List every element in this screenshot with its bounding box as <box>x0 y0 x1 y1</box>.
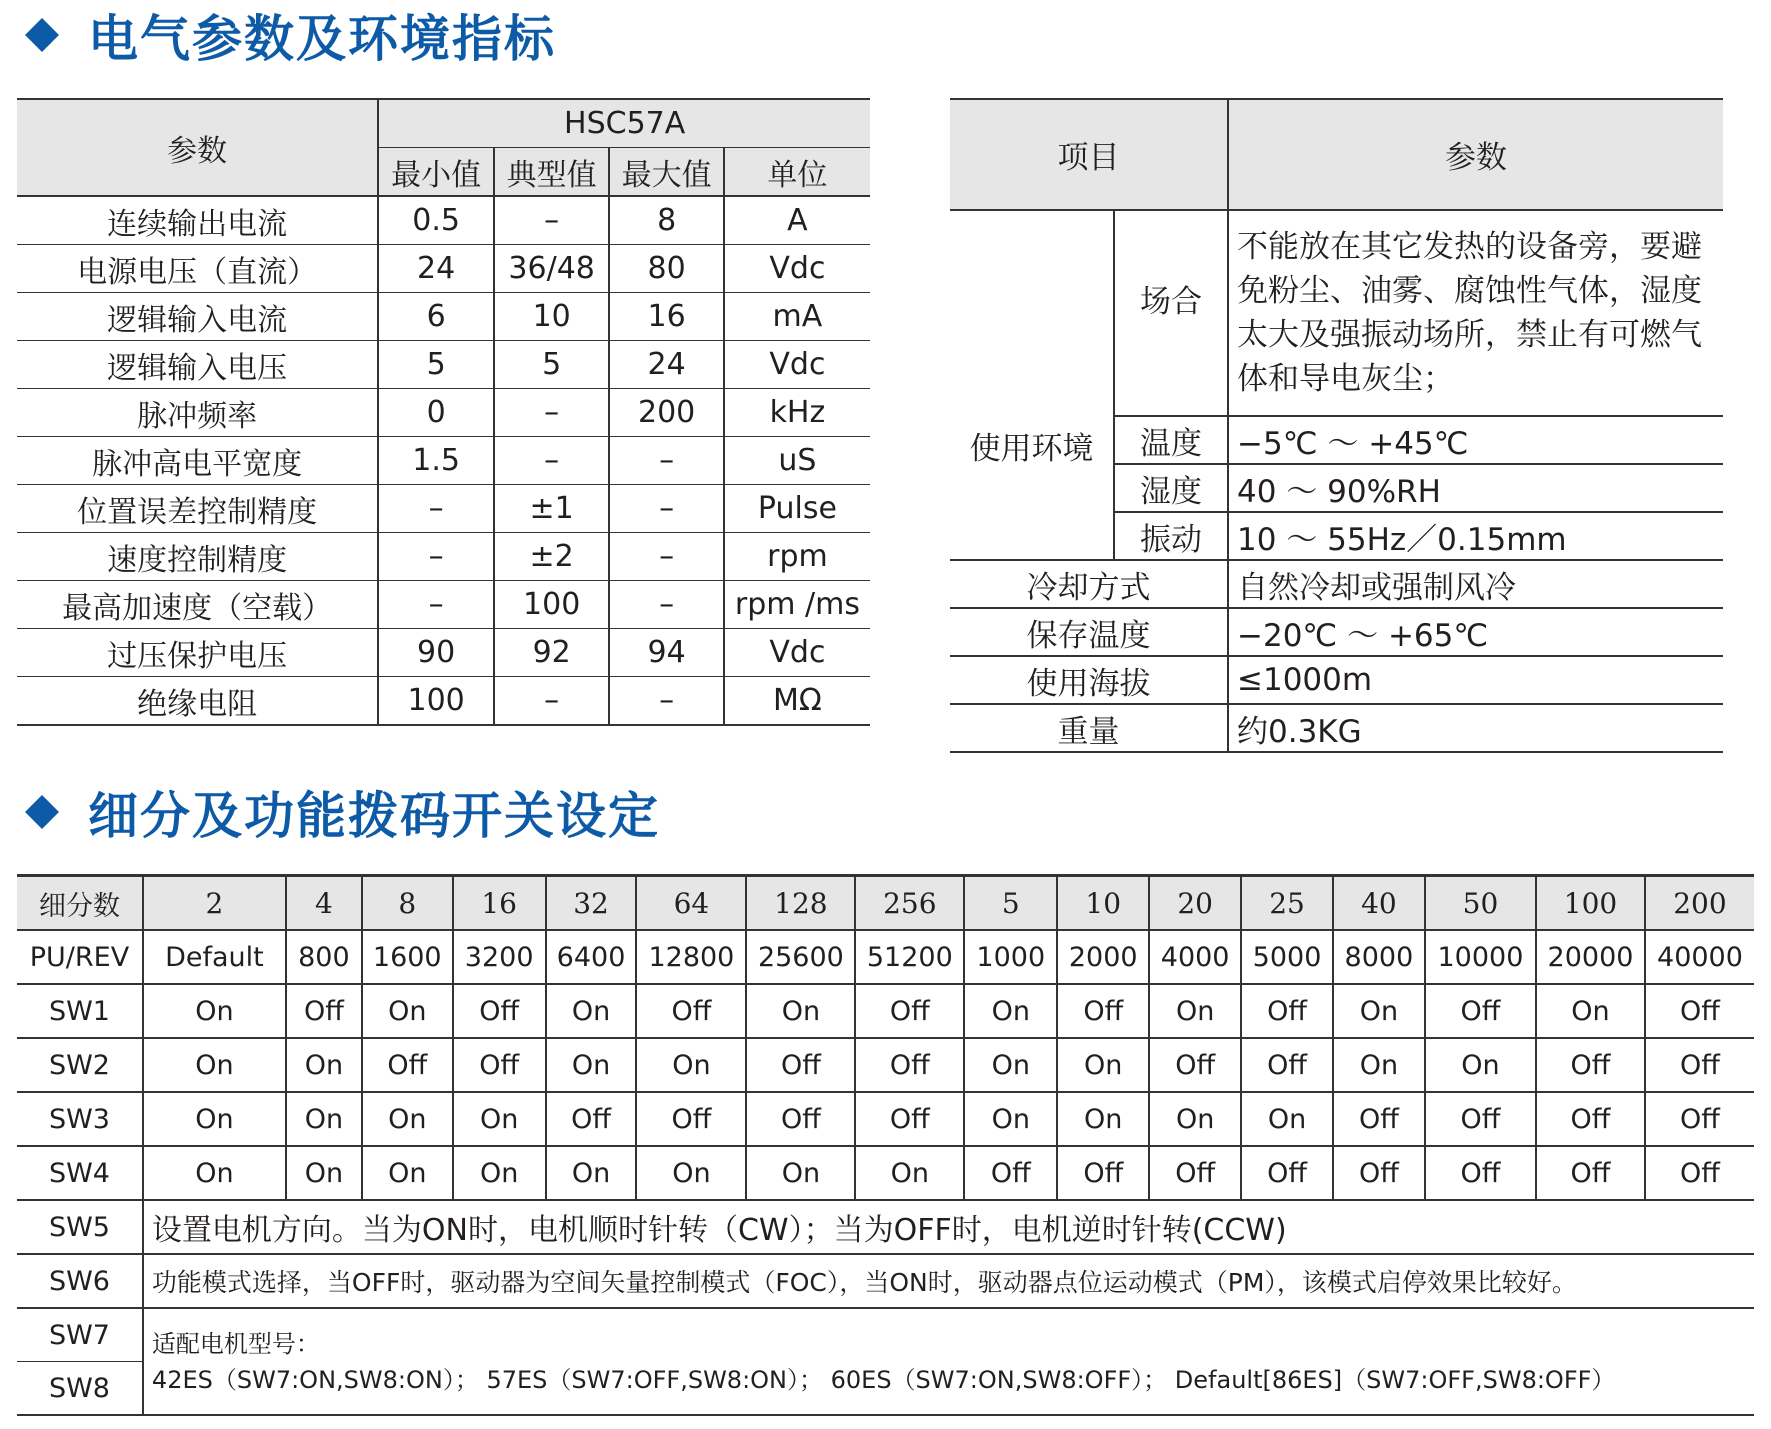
param-header: 参数 <box>17 99 378 196</box>
dip-section-title: 细分及功能拨码开关设定 <box>88 787 660 845</box>
max-value: – <box>609 437 723 485</box>
max-value: – <box>609 581 723 629</box>
temperature-label: 温度 <box>1114 416 1228 464</box>
unit-value: Vdc <box>724 245 870 293</box>
electrical-section-title: 电气参数及环境指标 <box>88 10 556 68</box>
microstep-value: 64 <box>636 876 746 931</box>
microstep-value: 32 <box>546 876 637 931</box>
switch-state: On <box>453 1092 546 1146</box>
unit-value: A <box>724 196 870 245</box>
switch-state: On <box>1149 984 1241 1038</box>
typ-value: ±2 <box>494 533 610 581</box>
electrical-row <box>17 389 870 437</box>
switch-state: On <box>964 1092 1057 1146</box>
switch-state: Off <box>855 984 964 1038</box>
switch-state: Off <box>1645 1092 1754 1146</box>
unit-value: rpm <box>724 533 870 581</box>
unit-value: kHz <box>724 389 870 437</box>
microstep-value: 50 <box>1425 876 1536 931</box>
min-value: – <box>378 533 494 581</box>
electrical-row <box>17 629 870 677</box>
pulse-value: 6400 <box>546 930 637 984</box>
pulse-value: 8000 <box>1333 930 1425 984</box>
occasion-text: 不能放在其它发热的设备旁，要避免粉尘、油雾、腐蚀性气体，湿度太大及强振动场所，禁止有可燃气体和导电灰尘； <box>1228 210 1723 416</box>
microstep-value: 5 <box>964 876 1057 931</box>
model-header: HSC57A <box>378 99 870 148</box>
pulse-value: 3200 <box>453 930 546 984</box>
switch-state: On <box>1333 984 1425 1038</box>
switch-state: Off <box>636 984 746 1038</box>
min-value: 6 <box>378 293 494 341</box>
occasion-label: 场合 <box>1114 210 1228 416</box>
storage-temp-value: −20℃ ～ +65℃ <box>1228 608 1723 656</box>
switch-state: On <box>546 984 637 1038</box>
electrical-row <box>17 245 870 293</box>
microstep-value: 8 <box>362 876 453 931</box>
switch-state: Off <box>1536 1146 1645 1200</box>
switch-state: Off <box>855 1038 964 1092</box>
pulse-value: 5000 <box>1241 930 1333 984</box>
microstep-value: 10 <box>1057 876 1149 931</box>
vibration-label: 振动 <box>1114 512 1228 560</box>
switch-state: Off <box>1057 1146 1149 1200</box>
min-value: 100 <box>378 677 494 726</box>
switch-name: SW3 <box>17 1092 143 1146</box>
switch-state: On <box>286 1092 362 1146</box>
typ-value: – <box>494 677 610 726</box>
typ-value: 36/48 <box>494 245 610 293</box>
min-value: 1.5 <box>378 437 494 485</box>
pulse-per-rev-row <box>17 930 1754 984</box>
switch-state: On <box>546 1038 637 1092</box>
microstep-value: 256 <box>855 876 964 931</box>
switch-state: Off <box>1241 1038 1333 1092</box>
param-name: 绝缘电阻 <box>17 677 378 726</box>
switch-row <box>17 1038 1754 1092</box>
item-header: 项目 <box>950 99 1228 210</box>
electrical-row <box>17 677 870 726</box>
max-header: 最大值 <box>609 148 723 197</box>
pulse-value: 20000 <box>1536 930 1645 984</box>
max-value: – <box>609 485 723 533</box>
min-value: 5 <box>378 341 494 389</box>
storage-temp-label: 保存温度 <box>950 608 1228 656</box>
switch-state: On <box>362 1092 453 1146</box>
switch-state: On <box>143 984 286 1038</box>
pulse-value: 10000 <box>1425 930 1536 984</box>
param-name: 速度控制精度 <box>17 533 378 581</box>
unit-header: 单位 <box>724 148 870 197</box>
switch-state: Off <box>453 984 546 1038</box>
max-value: 200 <box>609 389 723 437</box>
switch-state: Off <box>964 1146 1057 1200</box>
unit-value: uS <box>724 437 870 485</box>
switch-state: Off <box>1057 984 1149 1038</box>
microstep-value: 100 <box>1536 876 1645 931</box>
switch-state: On <box>143 1038 286 1092</box>
pulse-value: Default <box>143 930 286 984</box>
environment-table <box>950 98 1723 753</box>
diamond-bullet-icon <box>25 18 59 52</box>
switch-state: Off <box>746 1038 855 1092</box>
microstep-value: 4 <box>286 876 362 931</box>
sw5-row <box>17 1200 1754 1254</box>
microstep-value: 40 <box>1333 876 1425 931</box>
use-environment-label: 使用环境 <box>950 210 1114 560</box>
unit-value: mA <box>724 293 870 341</box>
pulse-value: 25600 <box>746 930 855 984</box>
dip-section-heading <box>22 777 660 847</box>
electrical-row <box>17 533 870 581</box>
switch-state: On <box>286 1038 362 1092</box>
min-value: 0 <box>378 389 494 437</box>
pulse-value: 800 <box>286 930 362 984</box>
switch-state: On <box>964 1038 1057 1092</box>
sw6-label: SW6 <box>17 1254 143 1308</box>
humidity-value: 40 ～ 90%RH <box>1228 464 1723 512</box>
switch-state: On <box>1333 1038 1425 1092</box>
switch-state: Off <box>1645 984 1754 1038</box>
switch-state: Off <box>546 1092 637 1146</box>
switch-state: On <box>286 1146 362 1200</box>
min-header: 最小值 <box>378 148 494 197</box>
switch-state: On <box>1536 984 1645 1038</box>
weight-value: 约0.3KG <box>1228 704 1723 752</box>
switch-state: Off <box>286 984 362 1038</box>
electrical-parameters-table <box>17 98 870 726</box>
altitude-label: 使用海拔 <box>950 656 1228 704</box>
diamond-bullet-icon <box>25 795 59 829</box>
unit-value: rpm /ms <box>724 581 870 629</box>
microstep-value: 200 <box>1645 876 1754 931</box>
switch-state: Off <box>1536 1038 1645 1092</box>
switch-state: On <box>964 984 1057 1038</box>
max-value: 24 <box>609 341 723 389</box>
sw5-description: 设置电机方向。当为ON时，电机顺时针转（CW）；当为OFF时，电机逆时针转(CCW) <box>143 1200 1754 1254</box>
typ-value: 100 <box>494 581 610 629</box>
param-name: 位置误差控制精度 <box>17 485 378 533</box>
sw7-row <box>17 1308 1754 1362</box>
param-name: 脉冲频率 <box>17 389 378 437</box>
switch-state: Off <box>1333 1146 1425 1200</box>
switch-state: On <box>143 1092 286 1146</box>
temperature-value: −5℃ ～ +45℃ <box>1228 416 1723 464</box>
switch-state: Off <box>1241 984 1333 1038</box>
switch-state: Off <box>636 1092 746 1146</box>
sw8-label: SW8 <box>17 1362 143 1416</box>
sw78-description <box>143 1308 1754 1415</box>
pulse-label: PU/REV <box>17 930 143 984</box>
sw5-label: SW5 <box>17 1200 143 1254</box>
microstep-value: 2 <box>143 876 286 931</box>
switch-row <box>17 1092 1754 1146</box>
pulse-value: 4000 <box>1149 930 1241 984</box>
typ-value: – <box>494 437 610 485</box>
switch-state: On <box>546 1146 637 1200</box>
max-value: 8 <box>609 196 723 245</box>
dip-switch-table <box>17 874 1754 1416</box>
electrical-row <box>17 581 870 629</box>
unit-value: Vdc <box>724 629 870 677</box>
pulse-value: 2000 <box>1057 930 1149 984</box>
switch-state: Off <box>1149 1038 1241 1092</box>
switch-state: On <box>362 984 453 1038</box>
param-name: 脉冲高电平宽度 <box>17 437 378 485</box>
switch-state: Off <box>1425 1146 1536 1200</box>
switch-state: On <box>855 1146 964 1200</box>
param-name: 连续输出电流 <box>17 196 378 245</box>
typ-value: 92 <box>494 629 610 677</box>
switch-state: Off <box>362 1038 453 1092</box>
switch-state: Off <box>1425 1092 1536 1146</box>
env-param-header: 参数 <box>1228 99 1723 210</box>
max-value: – <box>609 533 723 581</box>
typ-value: ±1 <box>494 485 610 533</box>
typ-value: – <box>494 389 610 437</box>
param-name: 电源电压（直流） <box>17 245 378 293</box>
switch-state: On <box>1241 1092 1333 1146</box>
switch-state: On <box>636 1146 746 1200</box>
typ-value: 10 <box>494 293 610 341</box>
cooling-label: 冷却方式 <box>950 560 1228 608</box>
typ-header: 典型值 <box>494 148 610 197</box>
electrical-row <box>17 196 870 245</box>
electrical-row <box>17 293 870 341</box>
min-value: 0.5 <box>378 196 494 245</box>
microstep-value: 20 <box>1149 876 1241 931</box>
switch-state: Off <box>1536 1092 1645 1146</box>
cooling-value: 自然冷却或强制风冷 <box>1228 560 1723 608</box>
switch-state: On <box>143 1146 286 1200</box>
switch-state: Off <box>1645 1146 1754 1200</box>
electrical-row <box>17 485 870 533</box>
switch-state: Off <box>1149 1146 1241 1200</box>
pulse-value: 1600 <box>362 930 453 984</box>
min-value: – <box>378 581 494 629</box>
switch-state: Off <box>855 1092 964 1146</box>
switch-state: On <box>1057 1038 1149 1092</box>
unit-value: Pulse <box>724 485 870 533</box>
min-value: – <box>378 485 494 533</box>
param-name: 逻辑输入电压 <box>17 341 378 389</box>
switch-row <box>17 1146 1754 1200</box>
max-value: 16 <box>609 293 723 341</box>
microstep-value: 25 <box>1241 876 1333 931</box>
motor-model-options: 42ES（SW7:ON,SW8:ON）； 57ES（SW7:OFF,SW8:ON）； 60ES（SW7:ON,SW8:OFF）； Default[86ES]（SW7:OFF,SW8:OFF） <box>151 1365 1616 1394</box>
switch-name: SW1 <box>17 984 143 1038</box>
pulse-value: 51200 <box>855 930 964 984</box>
switch-state: Off <box>1241 1146 1333 1200</box>
unit-value: MΩ <box>724 677 870 726</box>
microstep-row <box>17 876 1754 931</box>
microstep-value: 16 <box>453 876 546 931</box>
sw7-label: SW7 <box>17 1308 143 1362</box>
min-value: 90 <box>378 629 494 677</box>
switch-state: On <box>362 1146 453 1200</box>
switch-state: On <box>1057 1092 1149 1146</box>
switch-row <box>17 984 1754 1038</box>
switch-state: Off <box>1425 984 1536 1038</box>
param-name: 逻辑输入电流 <box>17 293 378 341</box>
microstep-label: 细分数 <box>17 876 143 931</box>
param-name: 最高加速度（空载） <box>17 581 378 629</box>
switch-state: On <box>746 1146 855 1200</box>
param-name: 过压保护电压 <box>17 629 378 677</box>
switch-state: On <box>746 984 855 1038</box>
pulse-value: 1000 <box>964 930 1057 984</box>
humidity-label: 湿度 <box>1114 464 1228 512</box>
altitude-value: ≤1000m <box>1228 656 1723 704</box>
switch-state: Off <box>746 1092 855 1146</box>
switch-name: SW4 <box>17 1146 143 1200</box>
switch-name: SW2 <box>17 1038 143 1092</box>
switch-state: Off <box>1333 1092 1425 1146</box>
weight-label: 重量 <box>950 704 1228 752</box>
electrical-row <box>17 437 870 485</box>
typ-value: 5 <box>494 341 610 389</box>
max-value: – <box>609 677 723 726</box>
sw6-row <box>17 1254 1754 1308</box>
min-value: 24 <box>378 245 494 293</box>
electrical-row <box>17 341 870 389</box>
unit-value: Vdc <box>724 341 870 389</box>
max-value: 94 <box>609 629 723 677</box>
typ-value: – <box>494 196 610 245</box>
microstep-value: 128 <box>746 876 855 931</box>
switch-state: On <box>636 1038 746 1092</box>
switch-state: On <box>1425 1038 1536 1092</box>
switch-state: Off <box>453 1038 546 1092</box>
switch-state: On <box>453 1146 546 1200</box>
switch-state: Off <box>1645 1038 1754 1092</box>
max-value: 80 <box>609 245 723 293</box>
pulse-value: 12800 <box>636 930 746 984</box>
sw6-description: 功能模式选择，当OFF时，驱动器为空间矢量控制模式（FOC），当ON时，驱动器点位运动模式（PM），该模式启停效果比较好。 <box>143 1254 1754 1308</box>
vibration-value: 10 ～ 55Hz／0.15mm <box>1228 512 1723 560</box>
electrical-section-heading <box>22 0 556 70</box>
motor-model-heading: 适配电机型号： <box>151 1329 320 1358</box>
switch-state: On <box>1149 1092 1241 1146</box>
pulse-value: 40000 <box>1645 930 1754 984</box>
